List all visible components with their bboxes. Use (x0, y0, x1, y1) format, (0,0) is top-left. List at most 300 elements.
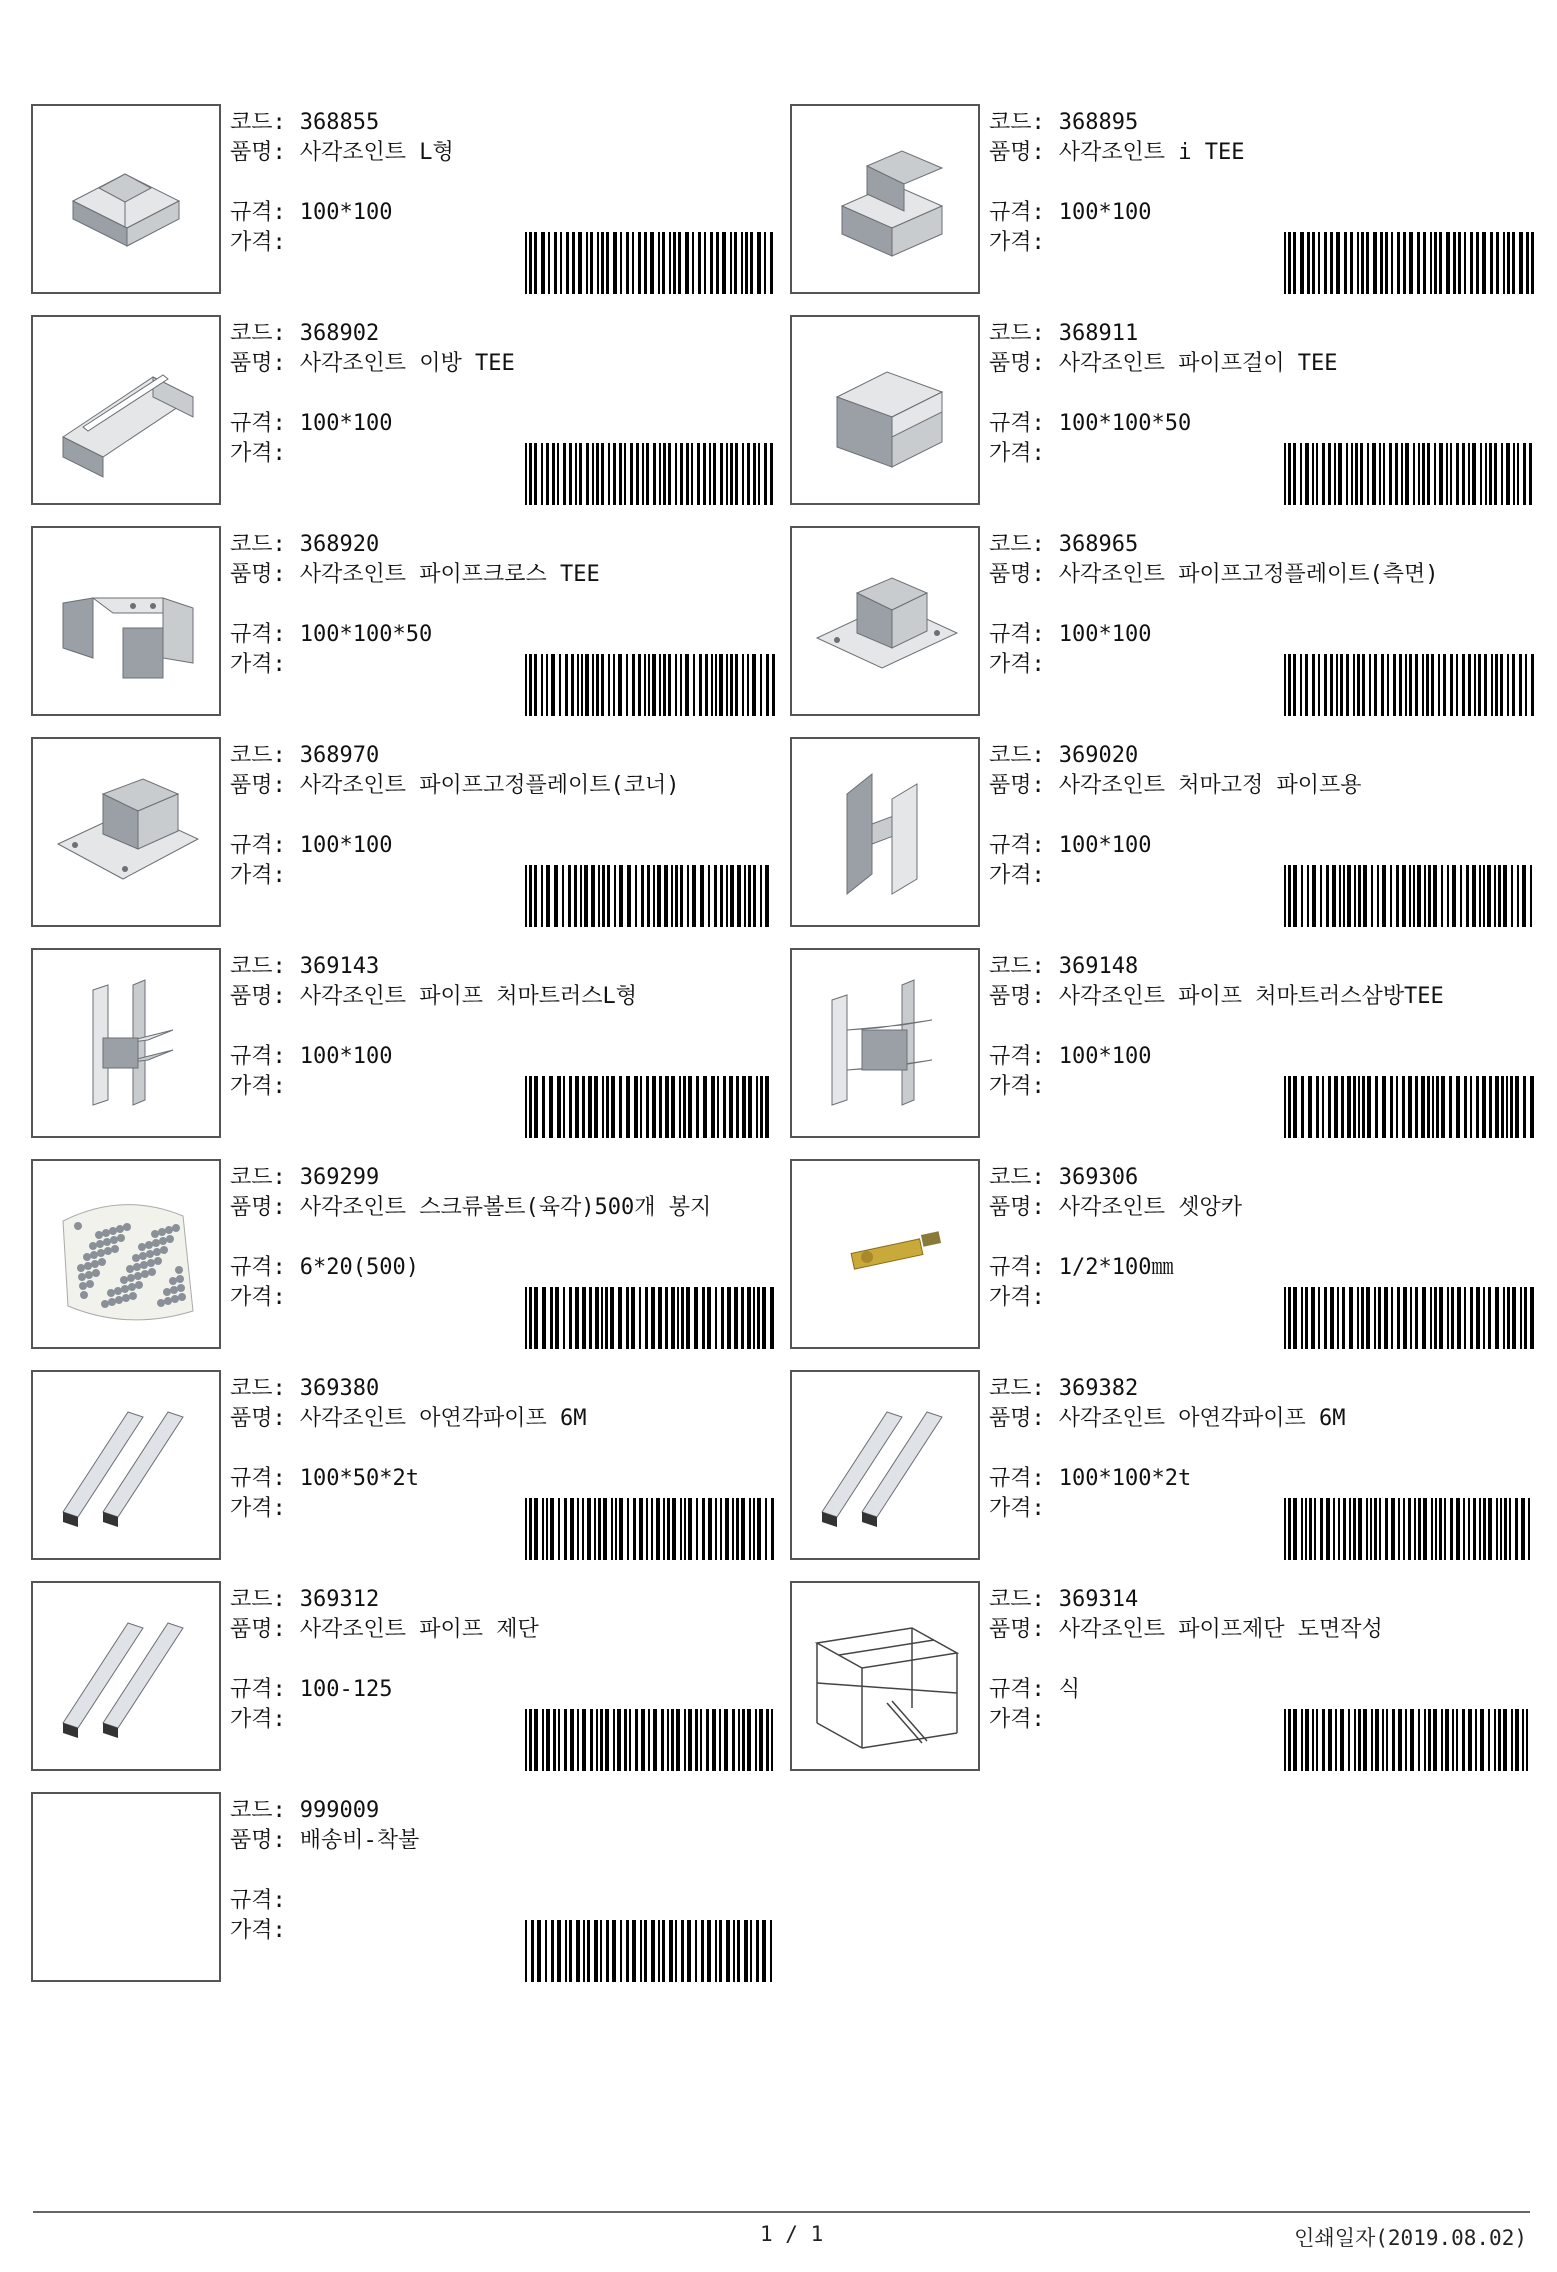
barcode-bar (1413, 443, 1415, 505)
barcode-bar (553, 1709, 556, 1771)
barcode-bar (1322, 1076, 1324, 1138)
barcode-bar (602, 1076, 604, 1138)
barcode-bar (1382, 1709, 1384, 1771)
barcode-bar (589, 1287, 592, 1349)
barcode-bar (671, 865, 673, 927)
barcode-bar (1397, 1287, 1400, 1349)
barcode-bar (645, 1287, 648, 1349)
barcode-bar (1293, 443, 1296, 505)
barcode-bar (598, 865, 600, 927)
product-name-row (989, 560, 1529, 590)
barcode-bar (1478, 654, 1481, 716)
barcode-bar (632, 1920, 636, 1982)
barcode (525, 1709, 775, 1771)
product-image (31, 1159, 221, 1349)
product-code: 368920 (299, 532, 380, 557)
barcode-bar (735, 443, 738, 505)
barcode-bar (1389, 443, 1392, 505)
barcode-bar (720, 1498, 722, 1560)
barcode-bar (753, 443, 756, 505)
barcode-bar (1358, 1709, 1361, 1771)
barcode (1284, 1498, 1534, 1560)
barcode-bar (1450, 654, 1453, 716)
barcode-bar (592, 654, 594, 716)
barcode-bar (529, 443, 532, 505)
barcode-bar (1362, 1076, 1365, 1138)
barcode-bar (1305, 1287, 1308, 1349)
barcode-bar (586, 232, 588, 294)
barcode-bar (563, 1287, 565, 1349)
barcode-bar (1409, 654, 1412, 716)
barcode-bar (591, 865, 595, 927)
barcode-bar (542, 1076, 545, 1138)
barcode-bar (766, 654, 769, 716)
barcode-bar (1332, 865, 1336, 927)
barcode-bar (1444, 1498, 1446, 1560)
barcode-bar (1422, 443, 1425, 505)
barcode-bar (534, 1287, 538, 1349)
barcode-bar (1288, 1287, 1291, 1349)
barcode-bar (1300, 443, 1302, 505)
barcode-bar (715, 1498, 717, 1560)
product-name-row (989, 771, 1529, 801)
eave-truss-l-icon (33, 950, 219, 1136)
barcode-bar (569, 443, 572, 505)
barcode-bar (1494, 1709, 1496, 1771)
barcode-bar (765, 1076, 769, 1138)
barcode-bar (697, 443, 700, 505)
barcode-bar (1312, 232, 1315, 294)
product-card (790, 1370, 1535, 1560)
barcode-bar (594, 1498, 596, 1560)
barcode-bar (1349, 1498, 1351, 1560)
barcode-bar (574, 865, 577, 927)
barcode-bar (1439, 1498, 1442, 1560)
product-name-row (230, 349, 770, 379)
product-name-label: 품명: (989, 1406, 1045, 1431)
product-spec-label: 규격: (230, 200, 286, 225)
barcode-bar (730, 232, 732, 294)
barcode-bar (1312, 443, 1314, 505)
barcode-bar (1301, 1076, 1304, 1138)
barcode-bar (667, 1709, 669, 1771)
barcode-bar (748, 865, 751, 927)
barcode-bar (1468, 654, 1471, 716)
barcode-bar (1301, 1709, 1303, 1771)
barcode-bar (1431, 654, 1434, 716)
barcode-bar (1381, 654, 1384, 716)
product-card (790, 737, 1535, 927)
barcode-bar (1427, 443, 1430, 505)
barcode-bar (1374, 1287, 1376, 1349)
frame-structure-icon (792, 1583, 978, 1769)
barcode-bar (1393, 654, 1396, 716)
barcode-bar (1347, 865, 1351, 927)
barcode-bar (1341, 1076, 1344, 1138)
barcode-bar (1284, 1709, 1286, 1771)
barcode-bar (1462, 1709, 1465, 1771)
barcode-bar (1476, 232, 1479, 294)
barcode-bar (1431, 1498, 1433, 1560)
barcode-bar (1358, 865, 1361, 927)
barcode-bar (668, 654, 671, 716)
product-code-label: 코드: (989, 954, 1045, 979)
barcode-bar (1358, 1498, 1362, 1560)
barcode-bar (667, 1498, 670, 1560)
barcode-bar (735, 654, 738, 716)
barcode-bar (671, 1709, 674, 1771)
barcode-bar (1482, 232, 1486, 294)
product-image (790, 1370, 980, 1560)
barcode-bar (659, 654, 661, 716)
product-spec-label: 규격: (230, 622, 286, 647)
barcode-bar (1512, 232, 1515, 294)
barcode (525, 654, 775, 716)
barcode-bar (1328, 443, 1331, 505)
product-card (31, 315, 776, 505)
barcode-bar (534, 1498, 538, 1560)
barcode-bar (1438, 654, 1440, 716)
barcode-bar (1375, 1709, 1379, 1771)
barcode-bar (712, 1709, 716, 1771)
barcode-bar (1480, 443, 1482, 505)
product-code-label: 코드: (230, 110, 286, 135)
barcode-bar (529, 654, 532, 716)
barcode-bar (595, 1287, 599, 1349)
barcode-bar (695, 1920, 697, 1982)
barcode-bar (607, 865, 610, 927)
product-name: 사각조인트 파이프제단 도면작성 (1058, 1617, 1383, 1642)
barcode-bar (1358, 1076, 1360, 1138)
barcode-bar (602, 865, 605, 927)
product-price-label: 가격: (230, 1285, 286, 1310)
barcode-bar (1507, 654, 1509, 716)
barcode-bar (1424, 1709, 1426, 1771)
barcode-bar (1506, 443, 1510, 505)
barcode-bar (578, 232, 582, 294)
barcode-bar (529, 1076, 532, 1138)
barcode-bar (719, 1920, 722, 1982)
barcode-bar (732, 1498, 734, 1560)
barcode-bar (1401, 443, 1403, 505)
barcode-bar (601, 654, 604, 716)
barcode-bar (1322, 1709, 1325, 1771)
barcode-bar (1468, 1498, 1470, 1560)
barcode-bar (1386, 1709, 1388, 1771)
barcode-bar (708, 1498, 712, 1560)
barcode-bar (680, 865, 683, 927)
barcode-bar (525, 654, 527, 716)
barcode-bar (715, 1287, 717, 1349)
barcode-bar (1450, 443, 1452, 505)
barcode-bar (598, 1498, 601, 1560)
barcode (525, 1287, 775, 1349)
barcode-bar (1511, 1709, 1513, 1771)
product-spec-label: 규격: (230, 1044, 286, 1069)
product-spec: 100*100*50 (299, 622, 433, 647)
barcode-bar (581, 654, 583, 716)
product-code-row (230, 1796, 770, 1826)
barcode-bar (665, 1076, 669, 1138)
barcode-bar (601, 443, 604, 505)
barcode-bar (693, 654, 695, 716)
barcode-bar (525, 232, 527, 294)
barcode-bar (575, 1076, 579, 1138)
barcode-bar (1338, 1498, 1340, 1560)
barcode-bar (724, 1709, 728, 1771)
barcode-bar (668, 443, 671, 505)
barcode-bar (1308, 1076, 1312, 1138)
barcode-bar (750, 232, 753, 294)
barcode-bar (652, 654, 656, 716)
barcode-bar (1366, 1287, 1370, 1349)
barcode-bar (588, 1076, 592, 1138)
product-image (790, 737, 980, 927)
barcode-bar (1336, 232, 1340, 294)
barcode-bar (618, 1287, 622, 1349)
barcode-bar (1439, 1287, 1443, 1349)
barcode-bar (1422, 654, 1424, 716)
product-spec-row (230, 1675, 770, 1705)
product-name-row (230, 1404, 770, 1434)
barcode-bar (562, 865, 564, 927)
barcode-bar (542, 1498, 544, 1560)
product-code-row (230, 1163, 770, 1193)
product-name-row (230, 982, 770, 1012)
product-code-row (230, 741, 770, 771)
barcode-bar (727, 1287, 731, 1349)
barcode-bar (1421, 1076, 1425, 1138)
product-price-label: 가격: (230, 441, 286, 466)
barcode-bar (741, 232, 743, 294)
barcode-bar (1520, 1287, 1522, 1349)
barcode-bar (762, 1920, 766, 1982)
product-spec: 1/2*100㎜ (1058, 1255, 1174, 1280)
barcode-bar (1528, 1498, 1530, 1560)
barcode-bar (1371, 1709, 1373, 1771)
barcode-bar (1507, 1287, 1510, 1349)
barcode-bar (1284, 232, 1286, 294)
barcode-bar (1483, 865, 1485, 927)
barcode-bar (529, 1498, 532, 1560)
barcode (525, 865, 775, 927)
product-card (790, 315, 1535, 505)
product-name-label: 품명: (989, 773, 1045, 798)
barcode-bar (770, 232, 773, 294)
barcode (525, 1498, 775, 1560)
product-code-row (989, 1585, 1529, 1615)
barcode-bar (1346, 654, 1349, 716)
barcode-bar (676, 1709, 680, 1771)
barcode-bar (745, 232, 748, 294)
barcode-bar (700, 1709, 702, 1771)
barcode-bar (1288, 1709, 1291, 1771)
product-name-label: 품명: (230, 1406, 286, 1431)
barcode-bar (747, 1287, 751, 1349)
barcode-bar (1326, 865, 1329, 927)
barcode-bar (1441, 865, 1443, 927)
barcode-bar (1415, 1076, 1418, 1138)
barcode-bar (1350, 232, 1353, 294)
barcode-bar (1338, 443, 1342, 505)
barcode-bar (760, 1076, 763, 1138)
barcode-bar (703, 443, 706, 505)
product-spec-label: 규격: (230, 833, 286, 858)
barcode-bar (1441, 1076, 1445, 1138)
square-pipe-icon (33, 1583, 219, 1769)
barcode-bar (548, 232, 550, 294)
product-price-label: 가격: (989, 652, 1045, 677)
barcode-bar (656, 1498, 660, 1560)
barcode-bar (711, 654, 713, 716)
barcode-bar (1430, 232, 1432, 294)
barcode-bar (606, 232, 609, 294)
barcode-bar (696, 1498, 698, 1560)
barcode-bar (1479, 865, 1481, 927)
barcode-bar (566, 232, 569, 294)
barcode-bar (1382, 865, 1386, 927)
product-spec: 100*100 (1058, 1044, 1152, 1069)
product-spec: 100*100 (1058, 622, 1152, 647)
barcode-bar (770, 1920, 772, 1982)
product-code: 369314 (1058, 1587, 1139, 1612)
product-name-label: 품명: (989, 1195, 1045, 1220)
barcode-bar (651, 1920, 655, 1982)
barcode-bar (1357, 1287, 1359, 1349)
barcode-bar (685, 232, 689, 294)
barcode-bar (681, 1920, 684, 1982)
barcode-bar (1464, 1076, 1467, 1138)
barcode-bar (683, 1076, 686, 1138)
barcode-bar (1441, 1709, 1443, 1771)
barcode-bar (1398, 1498, 1400, 1560)
barcode-bar (635, 865, 637, 927)
barcode-bar (1510, 1076, 1513, 1138)
barcode-bar (1531, 654, 1534, 716)
barcode-bar (675, 654, 677, 716)
barcode-bar (541, 865, 543, 927)
barcode-bar (576, 1920, 580, 1982)
barcode-bar (1487, 865, 1491, 927)
barcode-bar (644, 1920, 647, 1982)
product-name: 사각조인트 파이프고정플레이트(측면) (1058, 562, 1439, 587)
barcode-bar (653, 1709, 657, 1771)
barcode-bar (1405, 654, 1407, 716)
barcode-bar (653, 443, 656, 505)
barcode-bar (1390, 865, 1392, 927)
barcode-bar (1485, 443, 1487, 505)
barcode-bar (686, 443, 689, 505)
barcode-bar (1318, 232, 1320, 294)
barcode-bar (688, 1076, 692, 1138)
product-name-label: 품명: (989, 1617, 1045, 1642)
barcode-bar (742, 1076, 746, 1138)
product-code-label: 코드: (230, 1376, 286, 1401)
product-price-label: 가격: (230, 1496, 286, 1521)
barcode-bar (1524, 1287, 1527, 1349)
barcode-bar (1464, 232, 1466, 294)
barcode-bar (1452, 865, 1456, 927)
barcode (1284, 1709, 1534, 1771)
barcode-bar (1346, 443, 1348, 505)
barcode-bar (764, 443, 767, 505)
barcode-bar (678, 232, 681, 294)
product-code-row (989, 319, 1529, 349)
product-price-label: 가격: (989, 863, 1045, 888)
barcode-bar (579, 443, 582, 505)
barcode-bar (1513, 443, 1515, 505)
product-price-label: 가격: (989, 1074, 1045, 1099)
barcode-bar (1391, 232, 1393, 294)
product-price-label: 가격: (989, 1496, 1045, 1521)
barcode-bar (1354, 1709, 1356, 1771)
barcode-bar (704, 232, 706, 294)
barcode-bar (1402, 865, 1406, 927)
barcode-bar (646, 443, 649, 505)
barcode-bar (590, 232, 593, 294)
product-spec-label: 규격: (989, 833, 1045, 858)
barcode-bar (525, 1709, 527, 1771)
barcode-bar (691, 443, 693, 505)
barcode-bar (715, 654, 717, 716)
barcode-bar (659, 443, 661, 505)
barcode-bar (1447, 1287, 1449, 1349)
barcode-bar (1379, 1498, 1381, 1560)
barcode-bar (1495, 654, 1498, 716)
product-code-label: 코드: (989, 1376, 1045, 1401)
barcode-bar (1307, 865, 1309, 927)
barcode-bar (1418, 443, 1420, 505)
product-code-row (989, 741, 1529, 771)
product-name-row (230, 1615, 770, 1645)
product-name-row (230, 138, 770, 168)
barcode-bar (756, 1076, 758, 1138)
barcode-bar (1446, 232, 1450, 294)
barcode-bar (1491, 654, 1493, 716)
product-code-label: 코드: (989, 1165, 1045, 1190)
barcode (525, 1076, 775, 1138)
barcode-bar (557, 1076, 561, 1138)
product-spec: 100*100 (299, 833, 393, 858)
barcode-bar (1343, 1498, 1346, 1560)
barcode-bar (596, 443, 599, 505)
barcode-bar (1316, 1709, 1318, 1771)
barcode-bar (575, 1287, 579, 1349)
barcode-bar (662, 1920, 665, 1982)
product-code: 368970 (299, 743, 380, 768)
barcode-bar (555, 1287, 559, 1349)
barcode-bar (1512, 654, 1515, 716)
product-spec-row (230, 1042, 770, 1072)
barcode-bar (726, 1920, 730, 1982)
barcode-bar (663, 1498, 665, 1560)
barcode-bar (1357, 232, 1359, 294)
barcode-bar (1330, 654, 1333, 716)
barcode-bar (675, 865, 678, 927)
barcode-bar (760, 865, 762, 927)
barcode-bar (554, 865, 558, 927)
barcode-bar (1472, 443, 1476, 505)
barcode-bar (1526, 1709, 1528, 1771)
barcode-bar (730, 443, 733, 505)
product-name: 사각조인트 파이프 처마트러스L형 (299, 984, 638, 1009)
barcode-bar (744, 865, 746, 927)
barcode-bar (1488, 1709, 1490, 1771)
barcode-bar (1405, 1709, 1407, 1771)
barcode-bar (737, 1920, 740, 1982)
product-spec-row (230, 409, 770, 439)
product-price-label: 가격: (230, 1918, 286, 1943)
